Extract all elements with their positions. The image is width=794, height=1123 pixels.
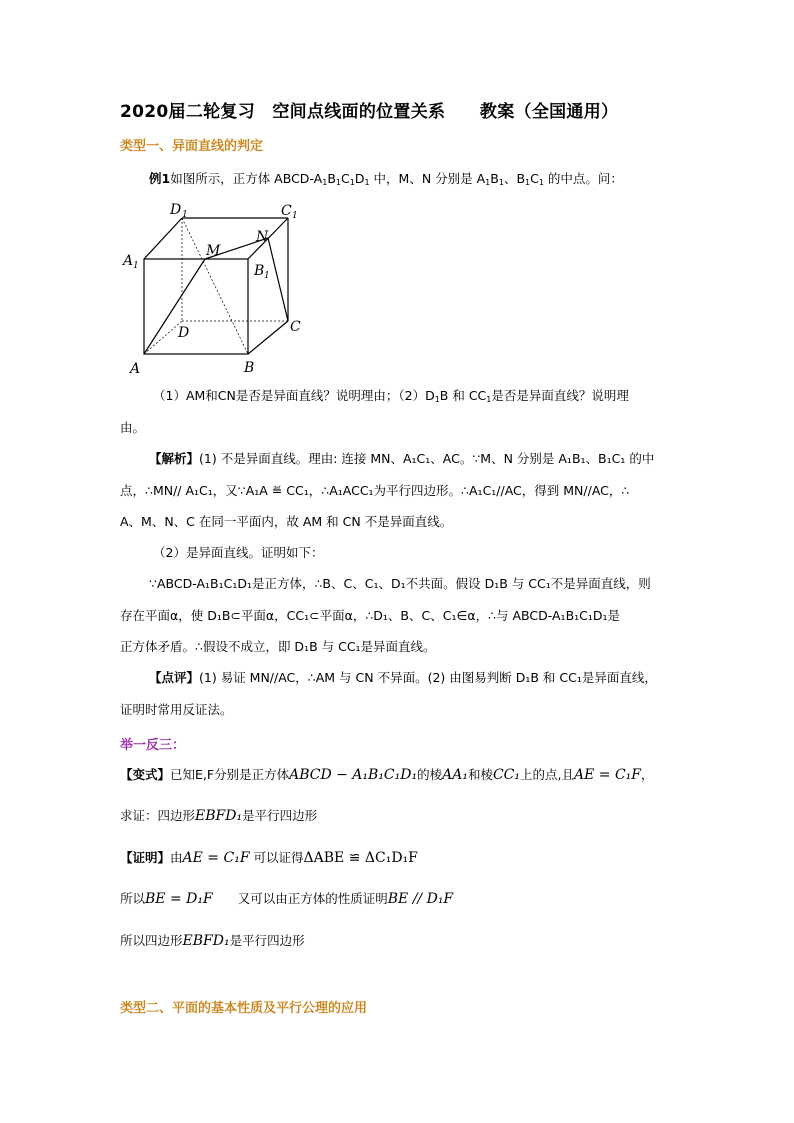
stem-part: B xyxy=(490,171,499,186)
label-d: D xyxy=(178,325,190,341)
label-sub: 1 xyxy=(133,261,139,271)
text: 可以证得 xyxy=(253,850,304,865)
analysis-line-5: ∵ABCD-A₁B₁C₁D₁是正方体，∴B、C、C₁、D₁不共面。假设 D₁B 与 CC₁不是异面直线，则 xyxy=(149,576,651,591)
stem-part: 中，M、N 分别是 A xyxy=(369,171,486,186)
stem-part: C xyxy=(530,171,539,186)
label-b1: B xyxy=(254,263,265,279)
segment-am xyxy=(144,259,205,354)
variant-prove xyxy=(120,809,317,823)
math: CC₁ xyxy=(492,767,521,783)
sub: 1 xyxy=(485,178,491,187)
text: 所以四边形 xyxy=(120,933,183,948)
math: AE = C₁F xyxy=(182,850,250,866)
variant-line xyxy=(120,768,654,782)
sub: 1 xyxy=(538,178,544,187)
math: EBFD₁ xyxy=(195,808,243,824)
proof-line-3 xyxy=(120,934,305,948)
section-heading-type2: 类型二、平面的基本性质及平行公理的应用 xyxy=(120,1001,368,1016)
example-label: 例1 xyxy=(149,171,171,186)
stem-part: D xyxy=(354,171,365,186)
diag-d1b xyxy=(182,218,248,354)
label-m: M xyxy=(206,243,221,259)
stem-part: 、B xyxy=(503,171,526,186)
cube-figure xyxy=(118,196,308,381)
edge xyxy=(144,218,182,259)
page-title: 2020届二轮复习 空间点线面的位置关系 教案（全国通用） xyxy=(120,102,619,122)
sub: 1 xyxy=(364,178,370,187)
label-d1: D xyxy=(170,202,182,218)
analysis-line-3: A、M、N、C 在同一平面内，故 AM 和 CN 不是异面直线。 xyxy=(120,514,453,529)
math: EBFD₁ xyxy=(182,933,230,949)
segment-cn xyxy=(268,238,288,321)
text: 是平行四边形 xyxy=(229,933,305,948)
math: ΔABE ≌ ΔC₁D₁F xyxy=(303,850,418,866)
section-heading-type1: 类型一、异面直线的判定 xyxy=(120,139,264,154)
math: BE = D₁F xyxy=(145,891,213,907)
edge-hidden xyxy=(144,321,182,354)
text: ， xyxy=(641,767,654,782)
label-sub: 1 xyxy=(264,271,270,281)
sub: 1 xyxy=(349,178,355,187)
example-stem xyxy=(149,172,623,190)
edge xyxy=(248,321,288,354)
label-c1: C xyxy=(281,203,292,219)
q-part: 是否是异面直线？说明理 xyxy=(491,388,629,403)
sub: 1 xyxy=(335,178,341,187)
text: 由 xyxy=(170,850,183,865)
comment-line-2: 证明时常用反证法。 xyxy=(120,702,233,717)
text: 所以 xyxy=(120,891,146,906)
stem-part: 的中点。问： xyxy=(543,171,623,186)
label-sub: 1 xyxy=(292,211,298,221)
q-part: B 和 CC xyxy=(439,388,487,403)
text: 是平行四边形 xyxy=(242,808,318,823)
sub: 1 xyxy=(434,395,440,404)
math: AE = C₁F xyxy=(574,767,641,783)
proof-line-2 xyxy=(120,892,453,906)
label-a1: A xyxy=(123,253,134,269)
label-n: N xyxy=(256,229,269,245)
sub: 1 xyxy=(486,395,492,404)
q-part: （1）AM和CN是否是异面直线？说明理由；（2）D xyxy=(153,388,435,403)
question-line-2: 由。 xyxy=(120,420,146,435)
text: 上的点,且 xyxy=(520,767,574,782)
sub: 1 xyxy=(525,178,531,187)
analysis-line-7: 正方体矛盾。∴假设不成立，即 D₁B 与 CC₁是异面直线。 xyxy=(120,639,436,654)
analysis-tag: 【解析】 xyxy=(149,451,200,466)
label-c: C xyxy=(290,319,301,335)
label-b: B xyxy=(244,360,255,376)
comment-tag: 【点评】 xyxy=(149,670,200,685)
math: AA₁ xyxy=(442,767,468,783)
text: (1) 不是异面直线。理由: 连接 MN、A₁C₁、AC。∵M、N 分别是 A₁B₁、B₁C₁ 的中 xyxy=(199,451,655,466)
math: ABCD − A₁B₁C₁D₁ xyxy=(289,767,418,783)
practice-heading: 举一反三： xyxy=(120,738,186,753)
text: 已知E,F分别是正方体 xyxy=(170,767,290,782)
text: 和棱 xyxy=(467,767,493,782)
sub: 1 xyxy=(322,178,328,187)
analysis-line-4: （2）是异面直线。证明如下： xyxy=(153,545,324,560)
analysis-line-2: 点，∴MN// A₁C₁，又∵A₁A ≝ CC₁，∴A₁ACC₁为平行四边形。∴A₁C₁//AC，得到 MN//AC，∴ xyxy=(120,483,630,498)
comment-line-1 xyxy=(149,671,657,685)
text: 的棱 xyxy=(417,767,443,782)
label-sub: 1 xyxy=(182,210,188,220)
math: BE // D₁F xyxy=(387,891,454,907)
analysis-line-1 xyxy=(149,452,654,466)
stem-part: 如图所示，正方体 ABCD-A xyxy=(170,171,323,186)
stem-part: C xyxy=(341,171,350,186)
text: 又可以由正方体的性质证明 xyxy=(237,891,388,906)
text: (1) 易证 MN//AC，∴AM 与 CN 不异面。(2) 由图易判断 D₁B 和 CC₁是异面直线， xyxy=(199,670,657,685)
sub: 1 xyxy=(498,178,504,187)
proof-tag: 【证明】 xyxy=(120,850,171,865)
text: 求证：四边形 xyxy=(120,808,196,823)
proof-line-1 xyxy=(120,851,418,865)
analysis-line-6: 存在平面α，使 D₁B⊂平面α，CC₁⊂平面α，∴D₁、B、C、C₁∈α，∴与 ABCD-A₁B₁C₁D₁是 xyxy=(120,608,621,623)
question-line-1 xyxy=(153,389,629,407)
stem-part: B xyxy=(327,171,336,186)
variant-tag: 【变式】 xyxy=(120,767,171,782)
label-a: A xyxy=(130,361,141,377)
